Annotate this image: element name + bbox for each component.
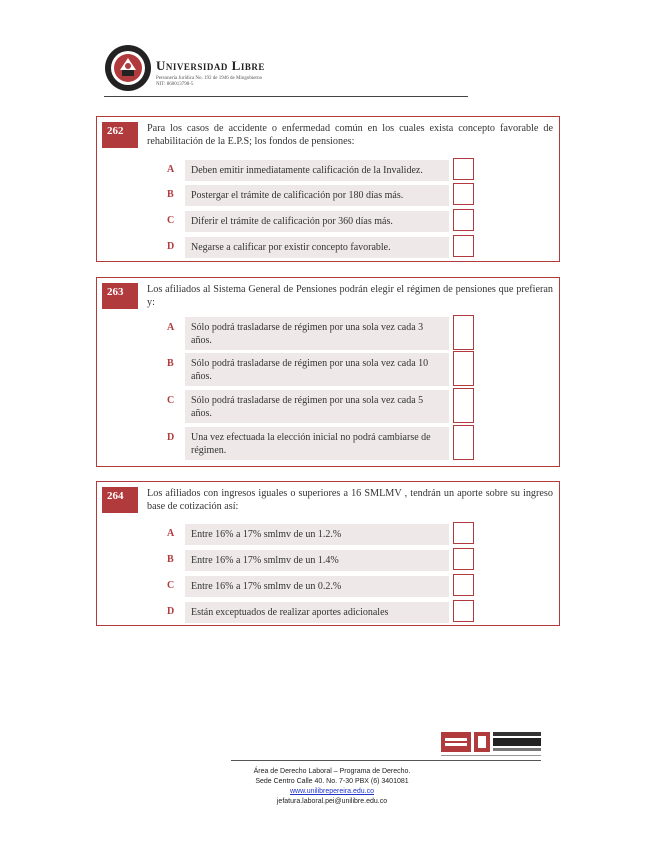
answer-checkbox-a[interactable] bbox=[453, 315, 474, 350]
option-text-d: Negarse a calificar por existir concepto favorable. bbox=[185, 237, 449, 258]
answer-checkbox-b[interactable] bbox=[453, 351, 474, 386]
option-text-c: Diferir el trámite de calificación por 360 días más. bbox=[185, 211, 449, 232]
option-letter-c: C bbox=[167, 395, 175, 406]
answer-checkbox-d[interactable] bbox=[453, 425, 474, 460]
footer-website-link[interactable]: www.unilibrepereira.edu.co bbox=[289, 788, 375, 795]
option-text-c: Sólo podrá trasladarse de régimen por una sola vez cada 5 años. bbox=[185, 390, 449, 423]
question-number: 264 bbox=[102, 487, 138, 513]
footer-department: Área de Derecho Laboral – Programa de Derecho. bbox=[253, 768, 411, 775]
option-letter-c: C bbox=[167, 580, 175, 591]
question-card-264 bbox=[96, 481, 560, 626]
footer-email[interactable]: jefatura.laboral.pei@unilibre.edu.co bbox=[276, 798, 388, 805]
answer-checkbox-d[interactable] bbox=[453, 600, 474, 622]
option-letter-b: B bbox=[167, 358, 174, 369]
question-number: 262 bbox=[102, 122, 138, 148]
option-text-b: Postergar el trámite de calificación por 180 días más. bbox=[185, 185, 449, 206]
option-letter-a: A bbox=[167, 322, 175, 333]
option-text-a: Sólo podrá trasladarse de régimen por una sola vez cada 3 años. bbox=[185, 317, 449, 350]
option-letter-d: D bbox=[167, 606, 175, 617]
accreditation-logos-icon bbox=[441, 728, 543, 758]
option-letter-d: D bbox=[167, 432, 175, 443]
option-letter-b: B bbox=[167, 554, 174, 565]
option-text-b: Entre 16% a 17% smlmv de un 1.4% bbox=[185, 550, 449, 571]
option-text-a: Deben emitir inmediatamente calificación de la Invalidez. bbox=[185, 160, 449, 181]
option-letter-a: A bbox=[167, 164, 175, 175]
option-letter-a: A bbox=[167, 528, 175, 539]
letterhead bbox=[104, 44, 468, 100]
answer-checkbox-b[interactable] bbox=[453, 183, 474, 205]
option-letter-c: C bbox=[167, 215, 175, 226]
legal-line-2: NIT: 860013798-5 bbox=[156, 82, 194, 87]
answer-checkbox-a[interactable] bbox=[453, 522, 474, 544]
option-text-b: Sólo podrá trasladarse de régimen por una sola vez cada 10 años. bbox=[185, 353, 449, 386]
side-marking bbox=[548, 730, 556, 770]
university-seal-icon bbox=[104, 44, 152, 92]
answer-checkbox-c[interactable] bbox=[453, 209, 474, 231]
question-card-263 bbox=[96, 277, 560, 467]
question-text: Para los casos de accidente o enfermedad común en los cuales exista concepto favorable de rehabilitación de la E.P.S; los fondos de pensiones: bbox=[147, 123, 553, 147]
university-name: Universidad Libre bbox=[156, 58, 265, 73]
question-text: Los afiliados con ingresos iguales o superiores a 16 SMLMV , tendrán un aporte sobre su ingreso base de cotización así: bbox=[147, 488, 553, 512]
answer-checkbox-c[interactable] bbox=[453, 574, 474, 596]
legal-line-1: Personería Jurídica No. 192 de 1946 de Mingobierno bbox=[156, 76, 263, 81]
option-text-d: Una vez efectuada la elección inicial no podrá cambiarse de régimen. bbox=[185, 427, 449, 460]
option-text-d: Están exceptuados de realizar aportes adicionales bbox=[185, 602, 449, 623]
footer-address: Sede Centro Calle 40. No. 7-30 PBX (6) 3401081 bbox=[255, 778, 409, 785]
question-text: Los afiliados al Sistema General de Pensiones podrán elegir el régimen de pensiones que prefieran y: bbox=[147, 284, 553, 308]
footer bbox=[214, 767, 450, 807]
option-letter-b: B bbox=[167, 189, 174, 200]
question-card-262 bbox=[96, 116, 560, 262]
header-divider bbox=[104, 96, 468, 97]
option-text-a: Entre 16% a 17% smlmv de un 1.2.% bbox=[185, 524, 449, 545]
answer-checkbox-c[interactable] bbox=[453, 388, 474, 423]
footer-divider bbox=[231, 760, 541, 761]
answer-checkbox-b[interactable] bbox=[453, 548, 474, 570]
answer-checkbox-a[interactable] bbox=[453, 158, 474, 180]
option-letter-d: D bbox=[167, 241, 175, 252]
option-text-c: Entre 16% a 17% smlmv de un 0.2.% bbox=[185, 576, 449, 597]
university-legal-info bbox=[156, 76, 316, 88]
answer-checkbox-d[interactable] bbox=[453, 235, 474, 257]
question-number: 263 bbox=[102, 283, 138, 309]
